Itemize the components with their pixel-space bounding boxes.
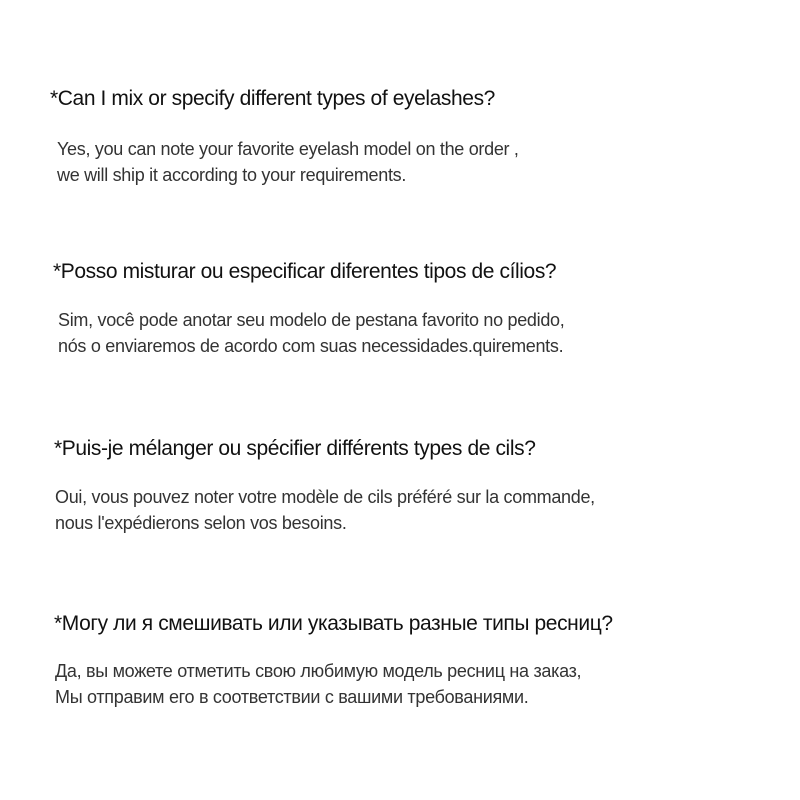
answer-french	[0, 484, 800, 536]
question-french: *Puis-je mélanger ou spécifier différents types de cils?	[54, 437, 536, 460]
question-portuguese: *Posso misturar ou especificar diferentes tipos de cílios?	[53, 260, 557, 283]
answer-english	[0, 136, 800, 188]
faq-russian	[0, 611, 800, 710]
faq-french	[0, 436, 800, 536]
answer-russian	[0, 658, 800, 710]
answer-line: Oui, vous pouvez noter votre modèle de cils préféré sur la commande,	[55, 487, 595, 507]
faq-english	[0, 86, 800, 188]
answer-line: Да, вы можете отметить свою любимую модель ресниц на заказ,	[55, 661, 582, 681]
answer-line: Sim, você pode anotar seu modelo de pestana favorito no pedido,	[58, 310, 565, 330]
answer-line: nós o enviaremos de acordo com suas necessidades.quirements.	[58, 336, 564, 356]
question-english: *Can I mix or specify different types of eyelashes?	[50, 87, 495, 110]
faq-portuguese	[0, 259, 800, 359]
answer-line: Мы отправим его в соответствии с вашими требованиями.	[55, 687, 529, 707]
answer-line: Yes, you can note your favorite eyelash model on the order ,	[57, 139, 519, 159]
answer-line: we will ship it according to your requirements.	[57, 165, 407, 185]
answer-line: nous l'expédierons selon vos besoins.	[55, 513, 347, 533]
answer-portuguese	[0, 307, 800, 359]
question-russian: *Могу ли я смешивать или указывать разные типы ресниц?	[54, 612, 613, 635]
